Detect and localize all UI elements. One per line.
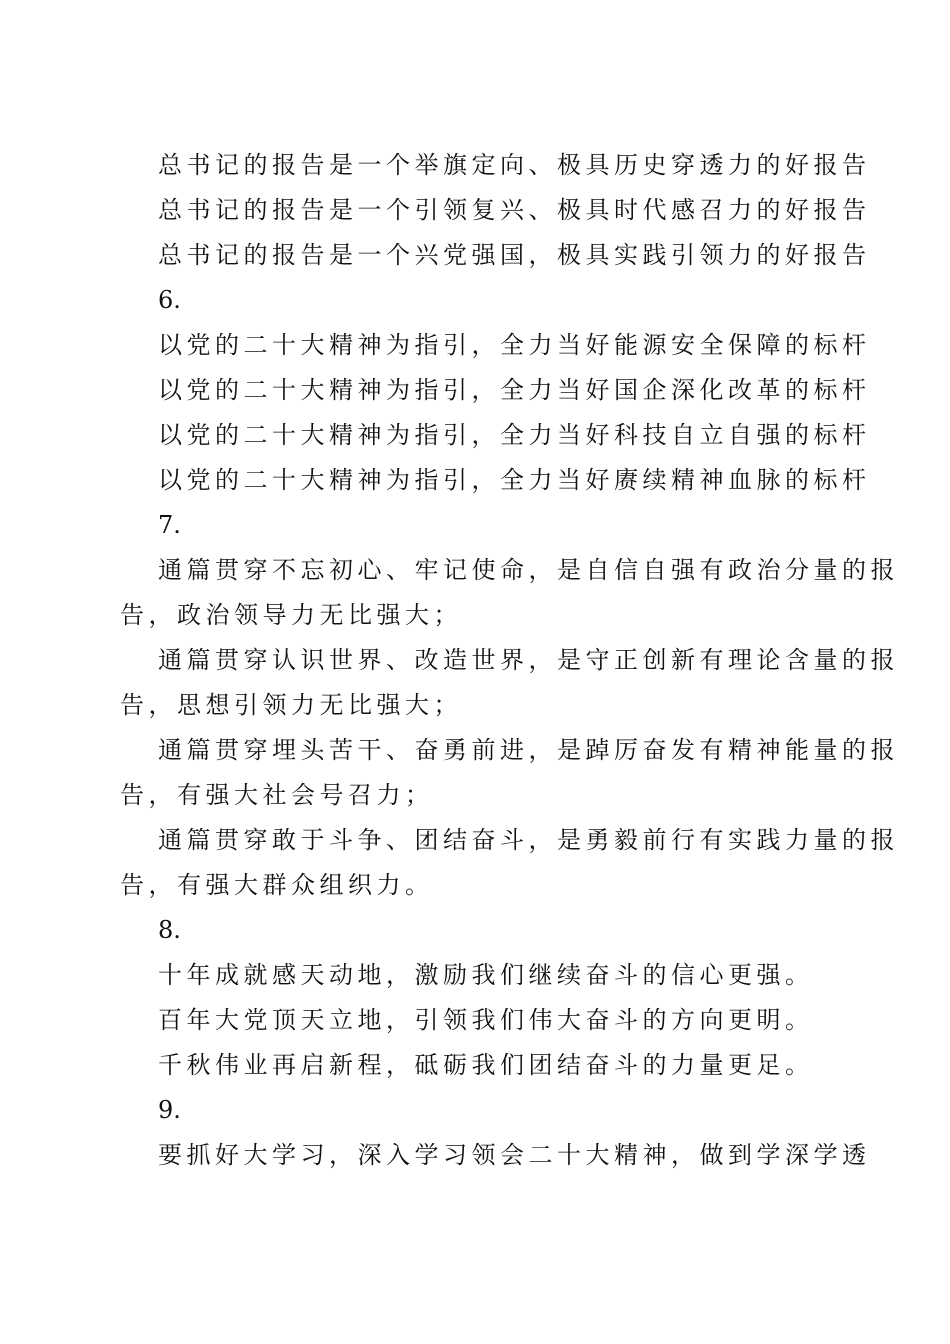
paragraph-line-continuation: 告，有强大群众组织力。	[120, 871, 434, 899]
paragraph-line: 要抓好大学习，深入学习领会二十大精神，做到学深学透	[158, 1141, 871, 1169]
paragraph-line-continuation: 告，政治领导力无比强大；	[120, 601, 462, 629]
paragraph-line: 千秋伟业再启新程，砥砺我们团结奋斗的力量更足。	[158, 1051, 814, 1079]
paragraph-line: 总书记的报告是一个举旗定向、极具历史穿透力的好报告	[158, 151, 871, 179]
paragraph-line-continuation: 告，思想引领力无比强大；	[120, 691, 462, 719]
section-number: 7.	[158, 511, 181, 539]
paragraph-line-continuation: 告，有强大社会号召力；	[120, 781, 434, 809]
paragraph-line: 总书记的报告是一个兴党强国，极具实践引领力的好报告	[158, 241, 871, 269]
paragraph-line: 以党的二十大精神为指引，全力当好国企深化改革的标杆	[158, 376, 871, 404]
paragraph-line: 通篇贯穿不忘初心、牢记使命，是自信自强有政治分量的报	[158, 556, 899, 584]
document-body	[120, 143, 899, 1178]
section-number: 6.	[158, 286, 181, 314]
paragraph-line: 十年成就感天动地，激励我们继续奋斗的信心更强。	[158, 961, 814, 989]
paragraph-line: 以党的二十大精神为指引，全力当好赓续精神血脉的标杆	[158, 466, 871, 494]
paragraph-line: 总书记的报告是一个引领复兴、极具时代感召力的好报告	[158, 196, 871, 224]
section-number: 9.	[158, 1096, 181, 1124]
paragraph-line: 通篇贯穿敢于斗争、团结奋斗，是勇毅前行有实践力量的报	[158, 826, 899, 854]
section-number: 8.	[158, 916, 181, 944]
paragraph-line: 以党的二十大精神为指引，全力当好能源安全保障的标杆	[158, 331, 871, 359]
paragraph-line: 以党的二十大精神为指引，全力当好科技自立自强的标杆	[158, 421, 871, 449]
paragraph-line: 百年大党顶天立地，引领我们伟大奋斗的方向更明。	[158, 1006, 814, 1034]
paragraph-line: 通篇贯穿认识世界、改造世界，是守正创新有理论含量的报	[158, 646, 899, 674]
paragraph-line: 通篇贯穿埋头苦干、奋勇前进，是踔厉奋发有精神能量的报	[158, 736, 899, 764]
